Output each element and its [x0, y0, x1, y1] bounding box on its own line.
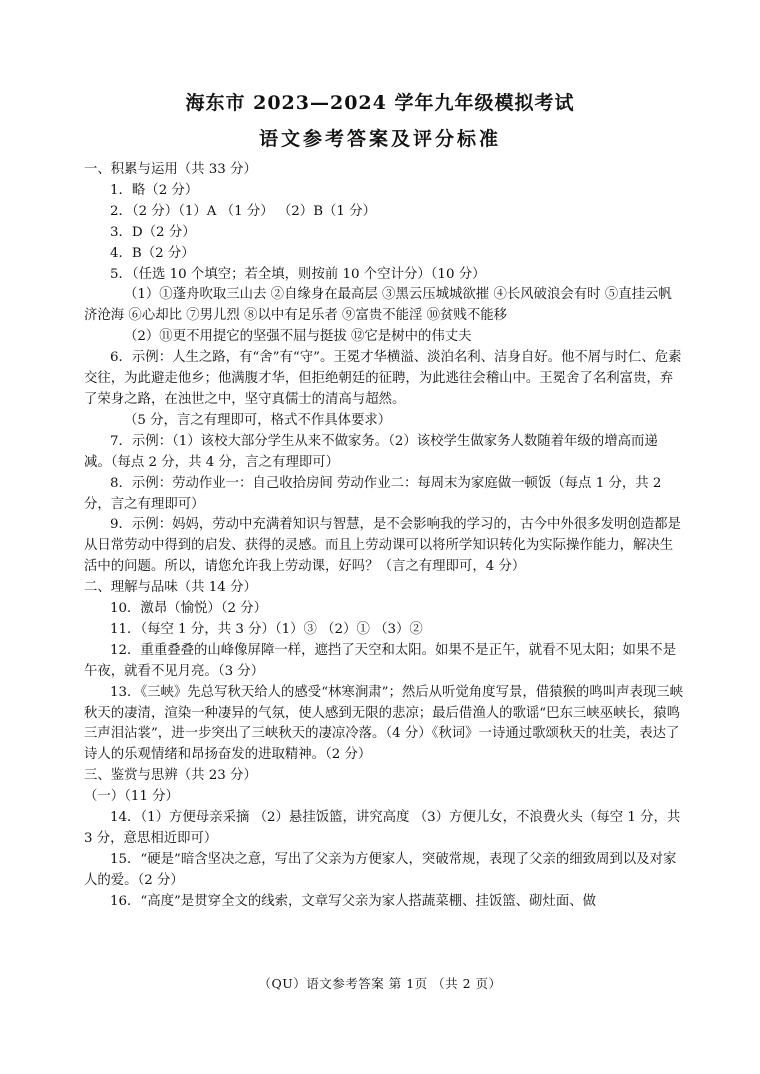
exam-title: 海东市 2023—2024 学年九年级模拟考试	[185, 92, 575, 114]
answer-line: 10．激昂（愉悦）（2 分）	[110, 601, 268, 617]
answer-line: 12．重重叠叠的山峰像屏障一样，遮挡了天空和太阳。如果不是正午，就看不见太阳；如果不是午夜，就看不见月亮。（3 分）	[84, 642, 677, 679]
section-heading: 一、积累与运用（共 33 分）	[84, 162, 257, 177]
answer-line: 7．示例：（1）该校大部分学生从来不做家务。（2）该校学生做家务人数随着年级的增高而递减。（每点 2 分，共 4 分，言之有理即可）	[84, 433, 658, 470]
answer-line: （2）⑪更不用提它的坚强不屈与挺拔 ⑫它是树中的伟丈夫	[124, 329, 472, 345]
answer-line: 11．（每空 1 分，共 3 分）（1）③ （2）① （3）②	[110, 621, 423, 637]
answer-line: （5 分，言之有理即可，格式不作具体要求）	[124, 412, 392, 428]
answer-line: （1）①蓬舟吹取三山去 ②自缘身在最高层 ③黑云压城城欲摧 ④长风破浪会有时 ⑤直挂云帆济沧海 ⑥心却比 ⑦男儿烈 ⑧以中有足乐者 ⑨富贵不能淫 ⑩贫贱不能移	[84, 287, 672, 324]
answer-key-title: 语文参考答案及评分标准	[258, 128, 501, 150]
page-footer: （QU）语文参考答案 第 1页 （共 2 页）	[258, 976, 502, 991]
answer-line: 15．“硬是”暗含坚决之意，写出了父亲为方便家人，突破常规，表现了父亲的细致周到以及对家人的爱。（2 分）	[84, 851, 677, 888]
answer-line: 4．B（2 分）	[110, 245, 195, 261]
answer-line: 14．（1）方便母亲采摘 （2）悬挂饭篮，讲究高度 （3）方便儿女，不浪费火头（每空 1 分，共 3 分，意思相近即可）	[84, 810, 681, 846]
answer-content	[84, 160, 684, 913]
answer-line: 1．略（2 分）	[110, 182, 199, 198]
section-heading: 二、理解与品味（共 14 分）	[84, 580, 257, 596]
answer-line: 3．D（2 分）	[110, 224, 196, 240]
answer-line: 9．示例：妈妈，劳动中充满着知识与智慧，是不会影响我的学习的，古今中外很多发明创造都是从日常劳动中得到的启发、获得的灵感。而且上劳动课可以将所学知识转化为实际操作能力，解决生活中的问题。所以，请您允许我上劳动课，好吗？（言之有理即可，4 分）	[84, 517, 681, 575]
answer-line: 13．《三峡》先总写秋天给人的感受“林寒涧肃”；然后从听觉角度写景，借猿猴的鸣叫声表现三峡秋天的凄清，渲染一种凄异的气氛，使人感到无限的悲凉；最后借渔人的歌谣“巴东三峡巫峡长，猿鸣三声泪沾裳”，进一步突出了三峡秋天的凄凉冷落。（4 分）《秋词》一诗通过歌颂秋天的壮美，表达了诗人的乐观情绪和昂扬奋发的进取精神。（2 分）	[84, 684, 684, 763]
answer-line: 8．示例：劳动作业一：自己收拾房间 劳动作业二：每周末为家庭做一顿饭（每点 1 分，共 2 分，言之有理即可）	[84, 475, 662, 512]
answer-line: 5．（任选 10 个填空；若全填，则按前 10 个空计分）（10 分）	[110, 266, 486, 282]
answer-line: 2．（2 分）（1）A （1 分） （2）B（1 分）	[110, 203, 376, 219]
section-heading: （一）（11 分）	[84, 789, 179, 805]
answer-line: 6．示例：人生之路，有“舍”有“守”。王冕才华横溢、淡泊名利、洁身自好。他不屑与时仁、危素交往，为此避走他乡；他满腹才华，但拒绝朝廷的征聘，为此逃往会稽山中。王冕舍了名利富贵，弃了荣身之路，在浊世之中，坚守真儒士的清高与超然。	[84, 350, 682, 407]
answer-line: 16．“高度”是贯穿全文的线索，文章写父亲为家人搭蔬菜棚、挂饭篮、砌灶面、做	[110, 893, 597, 909]
section-heading: 三、鉴赏与思辨（共 23 分）	[84, 768, 257, 784]
